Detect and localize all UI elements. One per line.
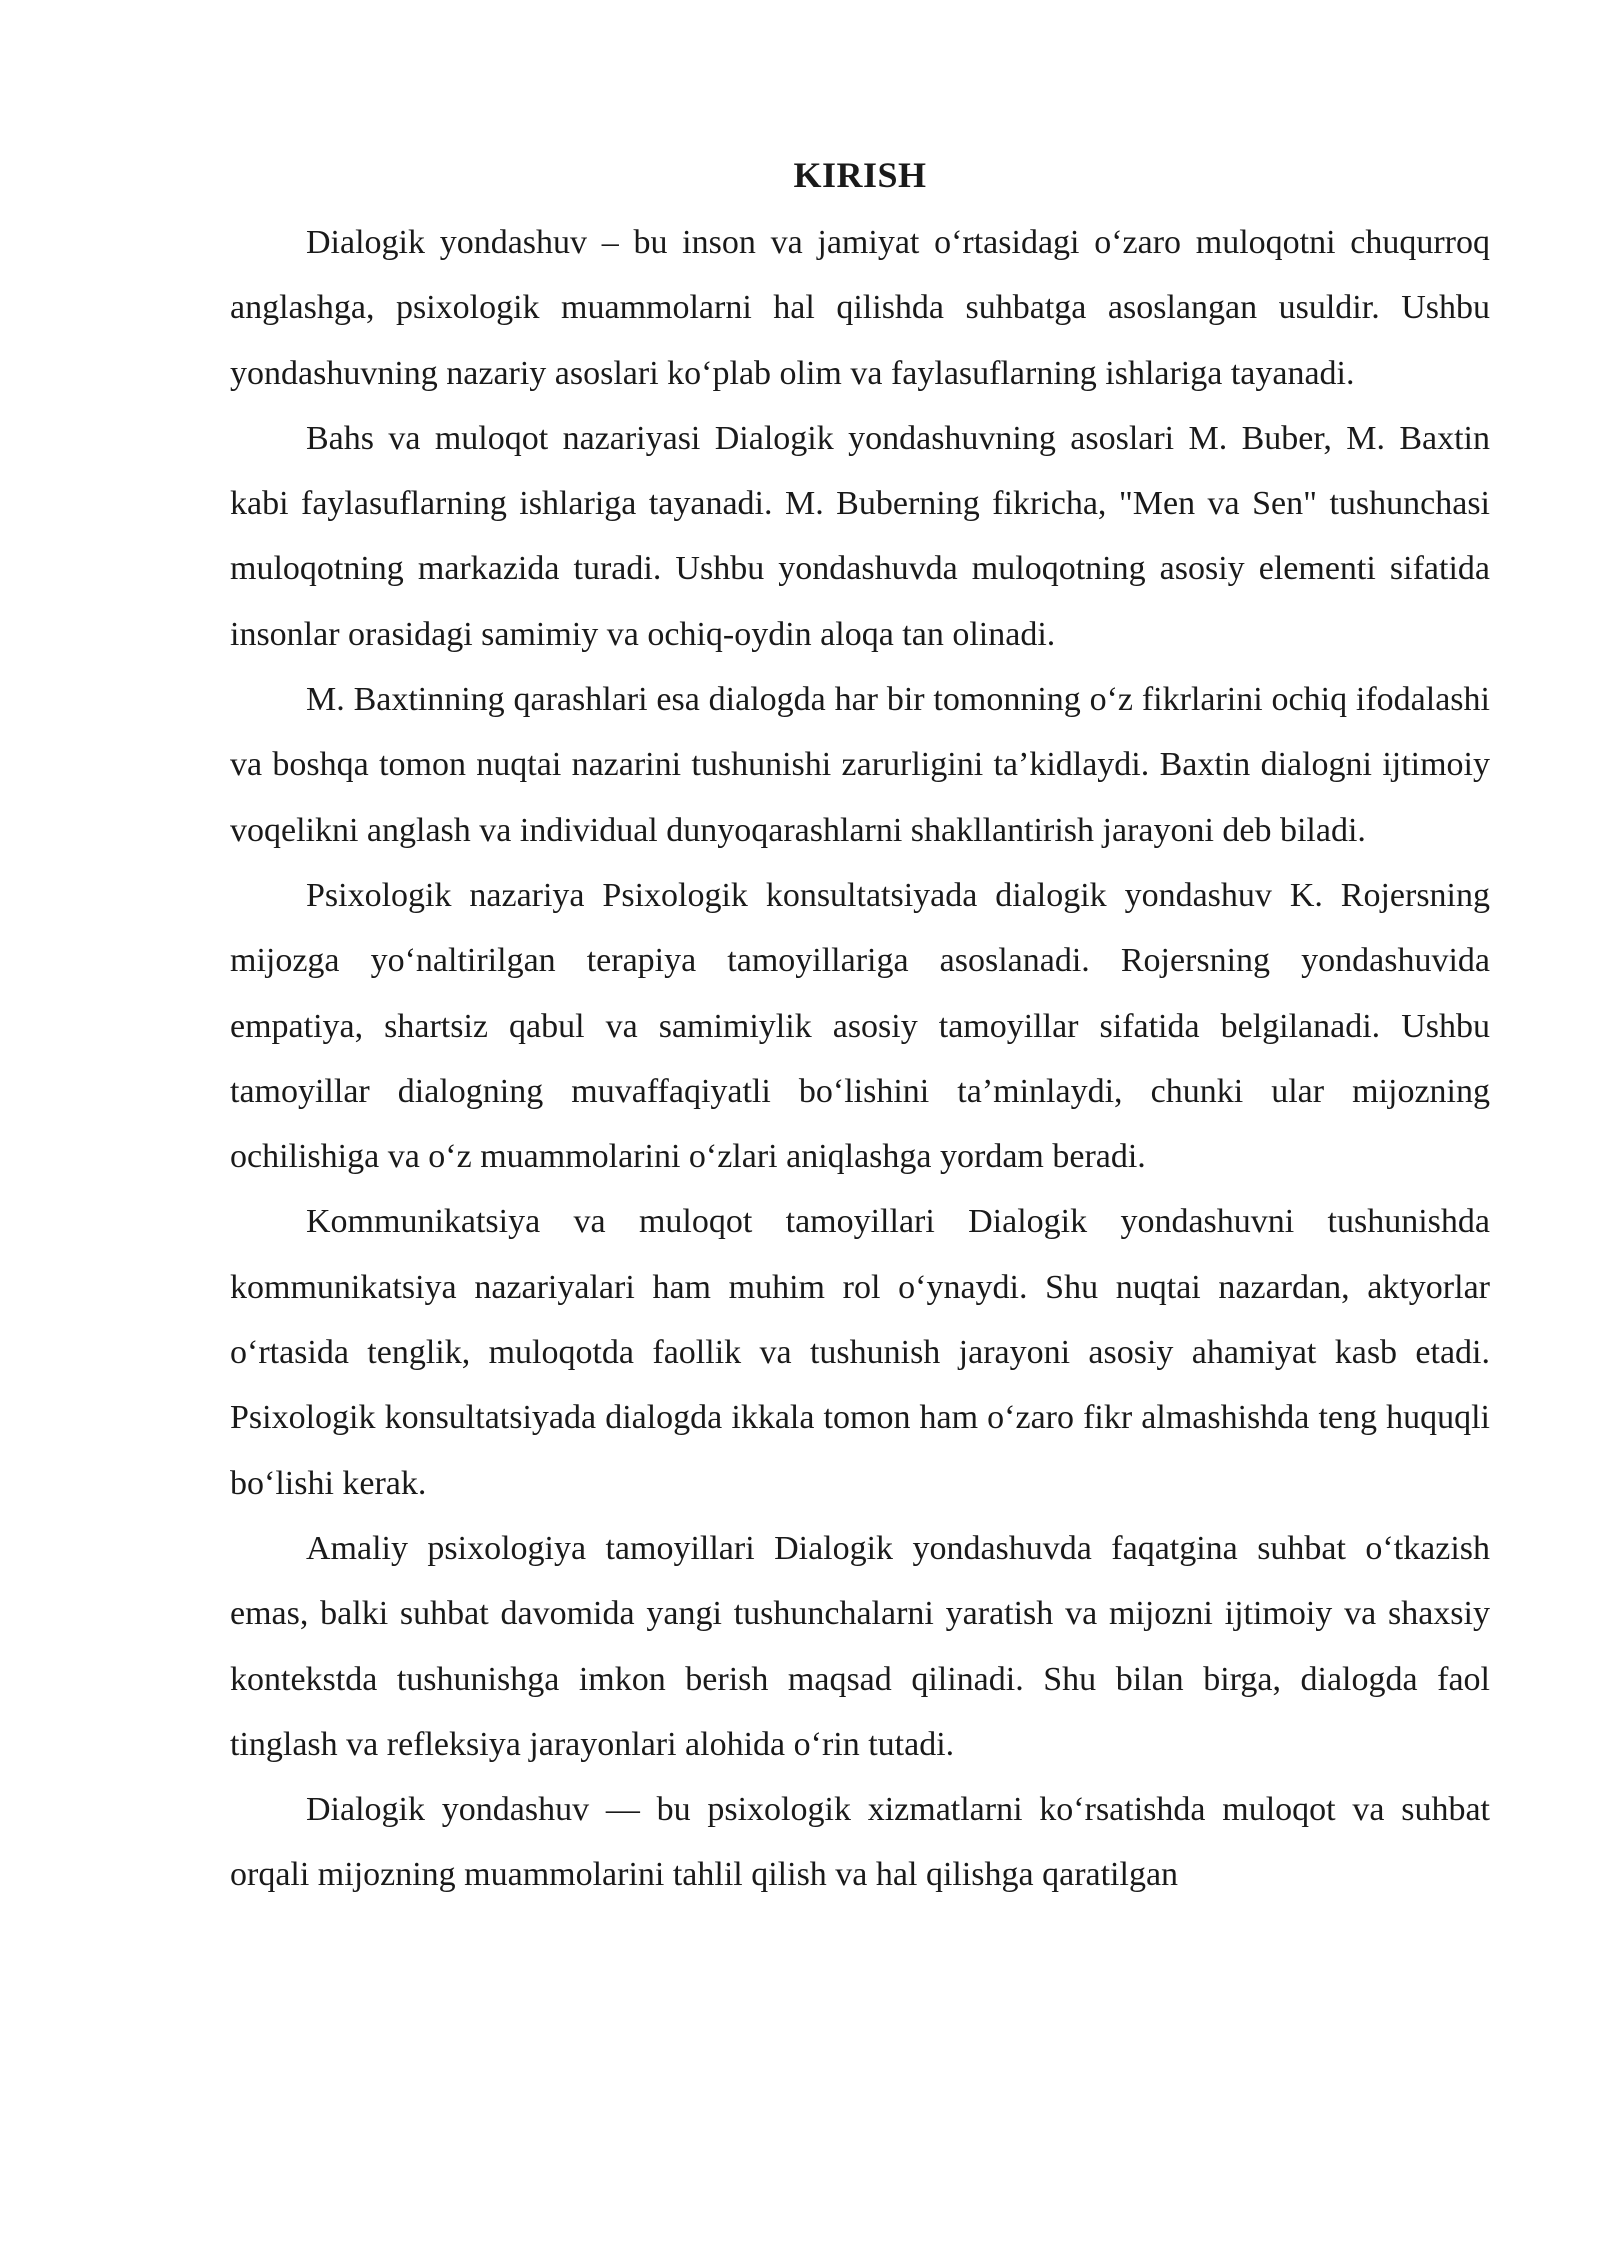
paragraph: Dialogik yondashuv — bu psixologik xizmatlarni ko‘rsatishda muloqot va suhbat orqali mijozning muammolarini tahlil qilish va hal qilishga qaratilgan	[230, 1791, 1490, 1894]
document-body	[230, 148, 1490, 1908]
page-title: KIRISH	[793, 155, 927, 195]
paragraph: Dialogik yondashuv – bu inson va jamiyat o‘rtasidagi o‘zaro muloqotni chuqurroq anglashga, psixologik muammolarni hal qilishda suhbatga asoslangan usuldir. Ushbu yondashuvning nazariy asoslari ko‘plab olim va faylasuflarning ishlariga tayanadi.	[230, 224, 1490, 392]
paragraph: Kommunikatsiya va muloqot tamoyillari Dialogik yondashuvni tushunishda kommunikatsiya nazariyalari ham muhim rol o‘ynaydi. Shu nuqtai nazardan, aktyorlar o‘rtasida tenglik, muloqotda faollik va tushunish jarayoni asosiy ahamiyat kasb etadi. Psixologik konsultatsiyada dialogda ikkala tomon ham o‘zaro fikr almashishda teng huquqli bo‘lishi kerak.	[230, 1203, 1490, 1502]
paragraph: Psixologik nazariya Psixologik konsultatsiyada dialogik yondashuv K. Rojersning mijozga yo‘naltirilgan terapiya tamoyillariga asoslanadi. Rojersning yondashuvida empatiya, shartsiz qabul va samimiylik asosiy tamoyillar sifatida belgilanadi. Ushbu tamoyillar dialogning muvaffaqiyatli bo‘lishini ta’minlaydi, chunki ular mijozning ochilishiga va o‘z muammolarini o‘zlari aniqlashga yordam beradi.	[230, 876, 1490, 1176]
paragraph: M. Baxtinning qarashlari esa dialogda har bir tomonning o‘z fikrlarini ochiq ifodalashi va boshqa tomon nuqtai nazarini tushunishi zarurligini ta’kidlaydi. Baxtin dialogni ijtimoiy voqelikni anglash va individual dunyoqarashlarni shakllantirish jarayoni deb biladi.	[230, 681, 1490, 849]
paragraph: Amaliy psixologiya tamoyillari Dialogik yondashuvda faqatgina suhbat o‘tkazish emas, balki suhbat davomida yangi tushunchalarni yaratish va mijozni ijtimoiy va shaxsiy kontekstda tushunishga imkon berish maqsad qilinadi. Shu bilan birga, dialogda faol tinglash va refleksiya jarayonlari alohida o‘rin tutadi.	[230, 1529, 1490, 1763]
paragraph: Bahs va muloqot nazariyasi Dialogik yondashuvning asoslari M. Buber, M. Baxtin kabi faylasuflarning ishlariga tayanadi. M. Buberning fikricha, "Men va Sen" tushunchasi muloqotning markazida turadi. Ushbu yondashuvda muloqotning asosiy elementi sifatida insonlar orasidagi samimiy va ochiq-oydin aloqa tan olinadi.	[230, 419, 1490, 653]
